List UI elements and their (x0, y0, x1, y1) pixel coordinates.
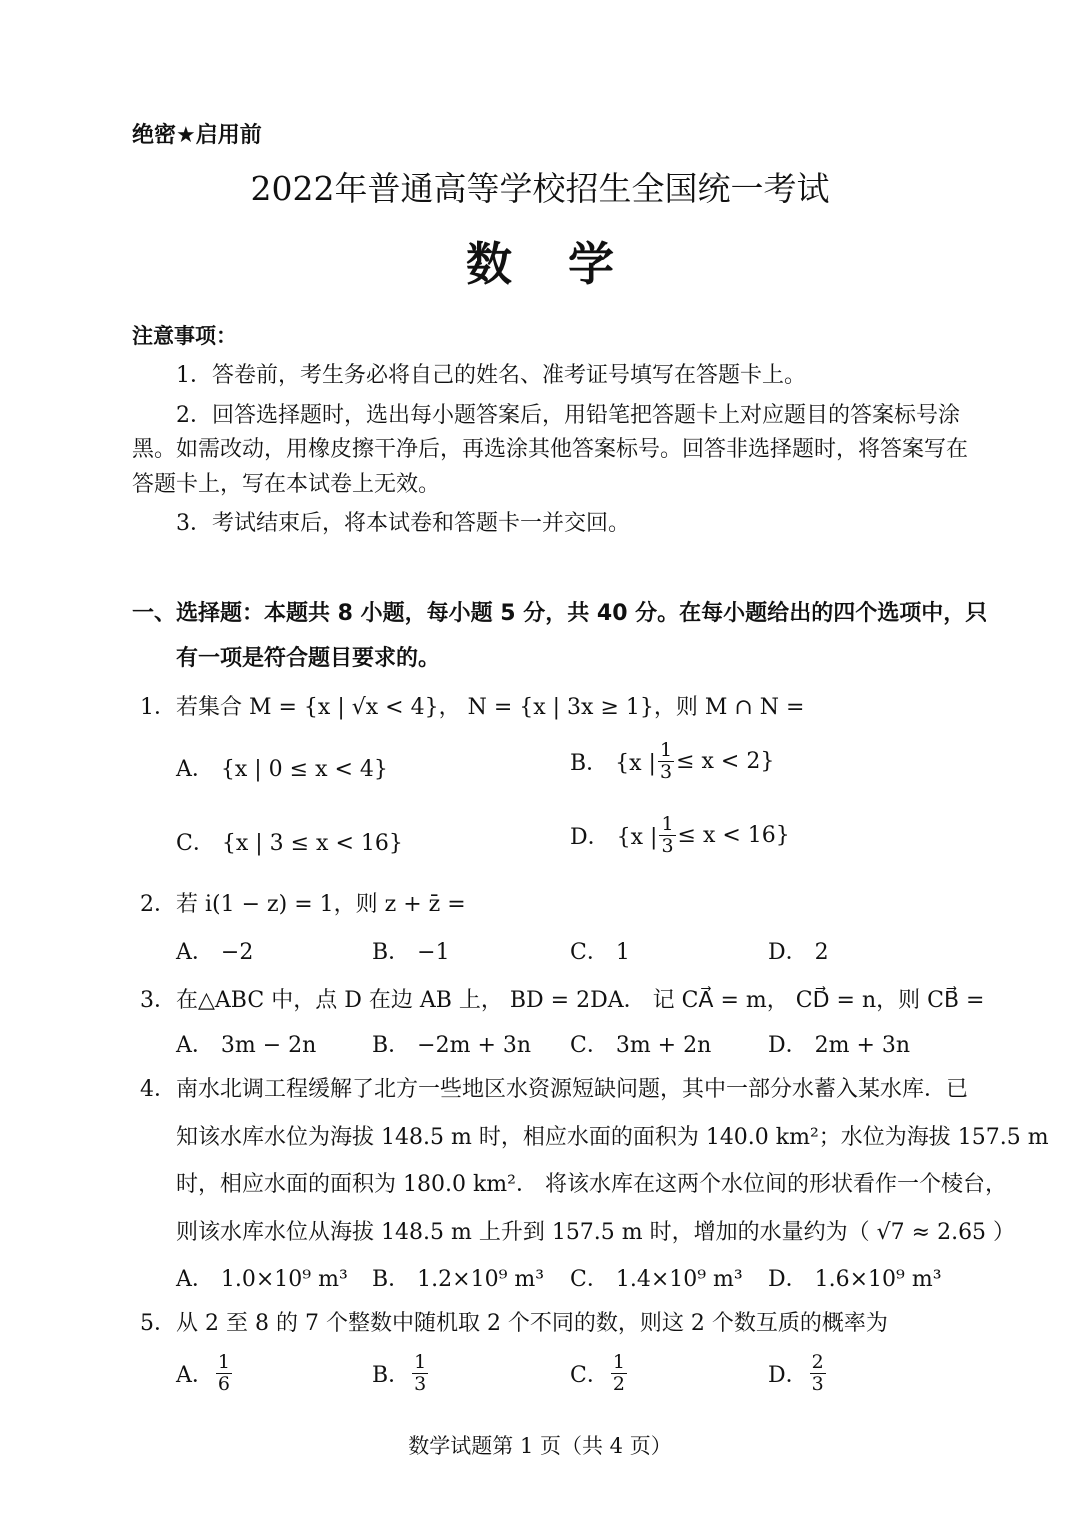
question-1-option-c: C． {x | 3 ≤ x < 16} (176, 831, 403, 856)
question-4-line-1: 4．南水北调工程缓解了北方一些地区水资源短缺问题，其中一部分水蓄入某水库．已 (140, 1077, 968, 1102)
question-5-option-c (570, 1352, 629, 1395)
q5-d-numerator: 2 (811, 1351, 824, 1373)
q1-d-numerator: 1 (661, 813, 674, 835)
q1-b-suffix: ≤ x < 2} (676, 748, 775, 774)
question-3-option-b: B． −2m + 3n (372, 1033, 532, 1058)
question-4-line-4: 则该水库水位从海拔 148.5 m 上升到 157.5 m 时，增加的水量约为（ √7 ≈ 2.65 ） (176, 1220, 1016, 1245)
question-4-line-3: 时，相应水面的面积为 180.0 km²． 将该水库在这两个水位间的形状看作一个棱台， (176, 1172, 1007, 1197)
q5-b-label: B． (372, 1362, 411, 1388)
q1-d-prefix: D． {x | (570, 824, 658, 850)
question-5-option-d (768, 1352, 828, 1395)
q5-a-label: A． (176, 1362, 214, 1388)
question-2-option-d: D． 2 (768, 940, 829, 965)
question-5-option-b (372, 1352, 430, 1395)
q1-d-denominator: 3 (661, 834, 674, 857)
q1-b-denominator: 3 (659, 760, 673, 783)
notes-heading: 注意事项： (132, 324, 237, 348)
q5-c-denominator: 2 (612, 1372, 625, 1395)
note-line-2: 2．回答选择题时，选出每小题答案后，用铅笔把答题卡上对应题目的答案标号涂 (176, 403, 960, 428)
section-heading-line-1: 一、选择题：本题共 8 小题，每小题 5 分，共 40 分。在每小题给出的四个选项中，只 (132, 601, 988, 626)
q5-d-fraction (810, 1352, 826, 1395)
q5-a-fraction (216, 1352, 232, 1395)
q1-d-suffix: ≤ x < 16} (677, 822, 790, 848)
question-3-option-a: A． 3m − 2n (176, 1033, 317, 1058)
q5-b-denominator: 3 (414, 1372, 427, 1395)
q5-b-numerator: 1 (414, 1351, 427, 1373)
question-4-option-a: A． 1.0×10⁹ m³ (176, 1267, 348, 1292)
q5-c-label: C． (570, 1362, 609, 1388)
question-2-option-b: B． −1 (372, 940, 450, 965)
question-4-line-2: 知该水库水位为海拔 148.5 m 时，相应水面的面积为 140.0 km²；水位为海拔 157.5 m (176, 1125, 1049, 1150)
question-2-stem: 2．若 i(1 − z) = 1，则 z + z̄ = (140, 892, 466, 917)
note-line-5: 3．考试结束后，将本试卷和答题卡一并交回。 (176, 511, 630, 536)
question-2-option-a: A． −2 (176, 940, 254, 965)
question-1-option-b (570, 740, 774, 783)
q1-b-numerator: 1 (659, 739, 673, 761)
question-1-option-d (570, 814, 790, 857)
q5-d-denominator: 3 (811, 1372, 824, 1395)
q5-b-fraction (412, 1352, 428, 1395)
q1-d-fraction (659, 814, 675, 857)
question-4-option-d: D． 1.6×10⁹ m³ (768, 1267, 942, 1292)
question-1-stem: 1．若集合 M = {x | √x < 4}， N = {x | 3x ≥ 1}，则 M ∩ N = (140, 695, 805, 720)
q1-b-fraction (658, 740, 674, 783)
question-3-option-c: C． 3m + 2n (570, 1033, 712, 1058)
q5-c-fraction (611, 1352, 627, 1395)
q5-c-numerator: 1 (612, 1351, 625, 1373)
confidential-label: 绝密★启用前 (132, 123, 262, 148)
q5-a-denominator: 6 (217, 1372, 230, 1395)
question-4-option-c: C． 1.4×10⁹ m³ (570, 1267, 743, 1292)
q5-d-label: D． (768, 1362, 808, 1388)
q5-a-numerator: 1 (217, 1351, 230, 1373)
note-line-3: 黑。如需改动，用橡皮擦干净后，再选涂其他答案标号。回答非选择题时，将答案写在 (132, 437, 969, 462)
question-3-stem: 3．在△ABC 中，点 D 在边 AB 上， BD = 2DA． 记 CA⃗ = m， CD⃗ = n，则 CB⃗ = (140, 988, 985, 1013)
note-line-1: 1．答卷前，考生务必将自己的姓名、准考证号填写在答题卡上。 (176, 363, 806, 388)
question-2-option-c: C． 1 (570, 940, 630, 965)
page-footer: 数学试题第 1 页（共 4 页） (408, 1434, 672, 1458)
question-4-option-b: B． 1.2×10⁹ m³ (372, 1267, 545, 1292)
note-line-4: 答题卡上，写在本试卷上无效。 (132, 472, 441, 497)
question-5-option-a (176, 1352, 234, 1395)
q1-b-prefix: B． {x | (570, 750, 656, 776)
exam-title: 2022年普通高等学校招生全国统一考试 (250, 169, 830, 208)
subject-title: 数学 (466, 237, 670, 291)
question-5-stem: 5．从 2 至 8 的 7 个整数中随机取 2 个不同的数，则这 2 个数互质的概率为 (140, 1311, 888, 1336)
question-1-option-a: A． {x | 0 ≤ x < 4} (176, 757, 388, 782)
section-heading-line-2: 有一项是符合题目要求的。 (176, 646, 441, 671)
question-3-option-d: D． 2m + 3n (768, 1033, 911, 1058)
